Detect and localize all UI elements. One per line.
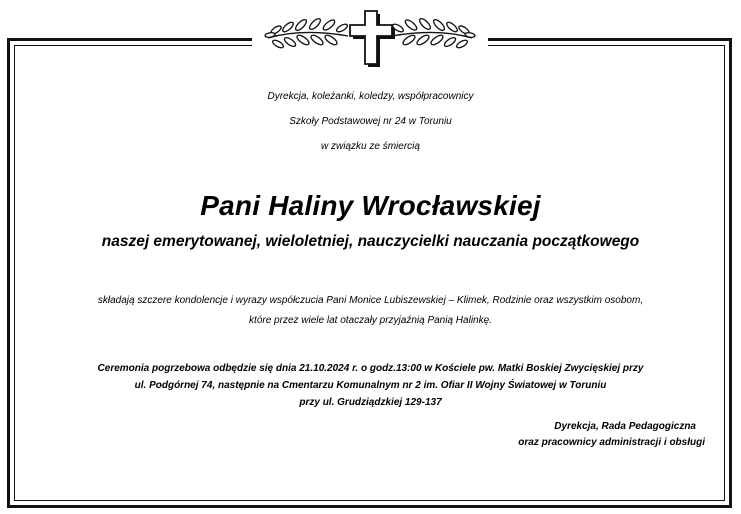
ceremony-line-3: przy ul. Grudziądzkiej 129-137 xyxy=(299,397,442,408)
condolences-line-2: które przez wiele lat otaczały przyjaźnią Panią Halinkę. xyxy=(249,315,492,326)
cross-with-laurel-icon xyxy=(262,6,478,72)
signature-line-1: Dyrekcja, Rada Pedagogiczna xyxy=(554,421,696,432)
intro-line-1: Dyrekcja, koleżanki, koledzy, współpracownicy xyxy=(267,91,474,102)
condolences-line-1: składają szczere kondolencje i wyrazy współczucia Pani Monice Lubiszewskiej – Klimek, Rodzinie oraz wszystkim osobom, xyxy=(97,295,644,306)
ceremony-line-1: Ceremonia pogrzebowa odbędzie się dnia 21.10.2024 r. o godz.13:00 w Kościele pw. Matki Boskiej Zwycięskiej przy xyxy=(97,363,644,374)
right-laurel-icon xyxy=(391,17,475,49)
intro-line-2: Szkoły Podstawowej nr 24 w Toruniu xyxy=(289,116,452,127)
deceased-role: naszej emerytowanej, wieloletniej, nauczycielki nauczania początkowego xyxy=(101,233,640,250)
deceased-name: Pani Haliny Wrocławskiej xyxy=(200,190,541,221)
ceremony-line-2: ul. Podgórnej 74, następnie na Cmentarzu Komunalnym nr 2 im. Ofiar II Wojny Światowej w Toruniu xyxy=(134,380,607,391)
left-laurel-icon xyxy=(265,17,349,49)
cross-icon xyxy=(350,11,395,67)
signature-line-2: oraz pracownicy administracji i obsługi xyxy=(518,437,705,448)
intro-line-3: w związku ze śmiercią xyxy=(321,141,420,152)
inner-border xyxy=(14,45,725,501)
